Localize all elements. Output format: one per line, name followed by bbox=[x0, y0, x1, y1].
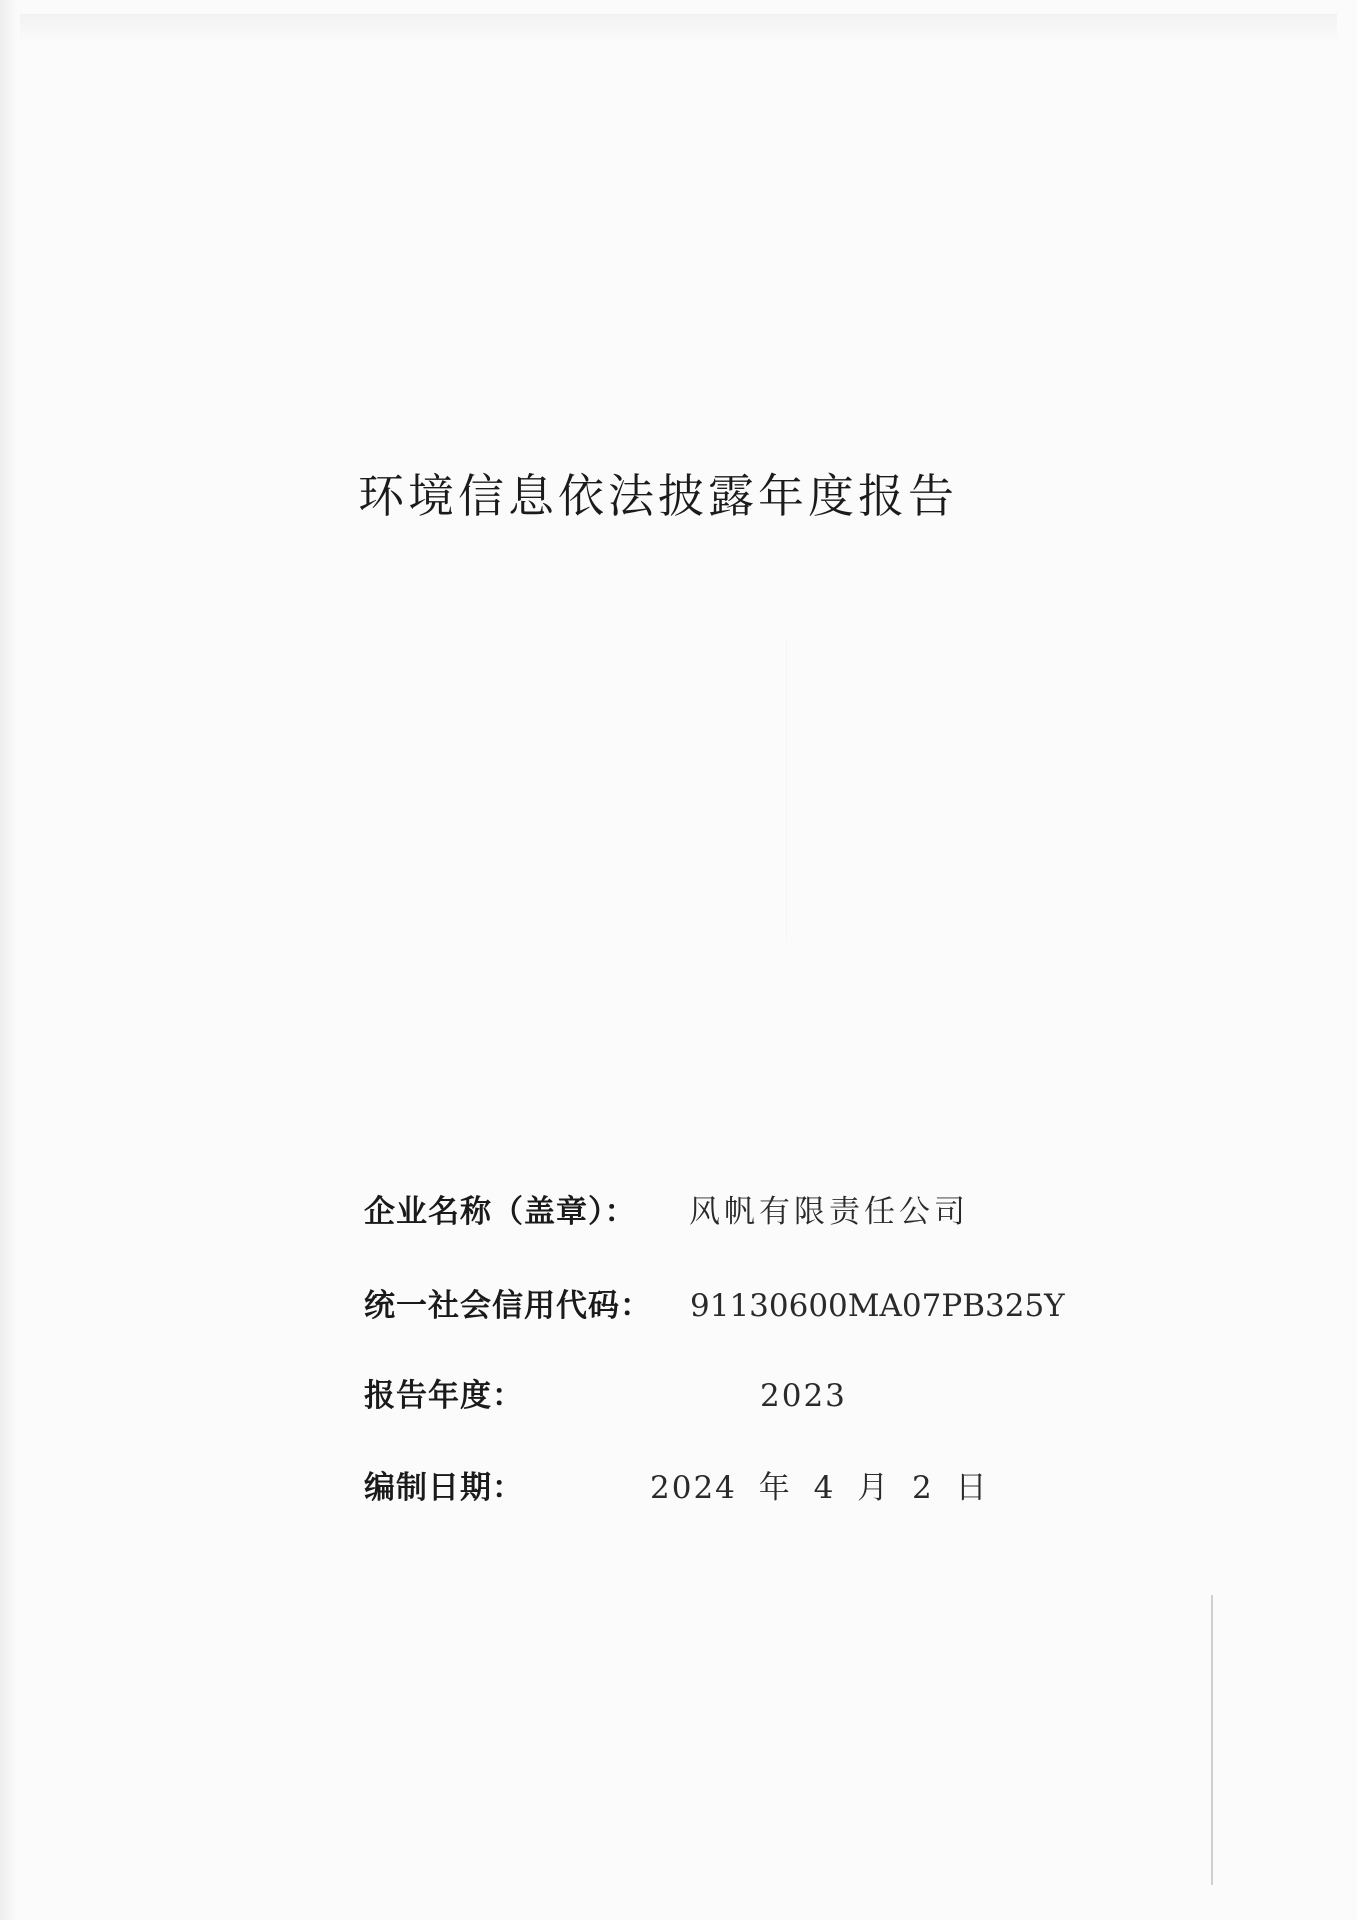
compile-date-value: 2024 年 4 月 2 日 bbox=[650, 1470, 989, 1506]
scan-shadow-top bbox=[20, 14, 1337, 44]
paper-fold-line bbox=[786, 640, 787, 940]
report-year-label: 报告年度： bbox=[364, 1378, 524, 1414]
report-year-value: 2023 bbox=[760, 1378, 847, 1414]
compile-date-label: 编制日期： bbox=[364, 1470, 524, 1506]
company-name-value: 风帆有限责任公司 bbox=[689, 1194, 969, 1230]
company-name-label: 企业名称（盖章）： bbox=[364, 1194, 637, 1230]
credit-code-value: 91130600MA07PB325Y bbox=[690, 1288, 1065, 1324]
scan-shadow-left bbox=[0, 0, 18, 1920]
report-title: 环境信息依法披露年度报告 bbox=[358, 469, 958, 523]
credit-code-label: 统一社会信用代码： bbox=[364, 1288, 652, 1324]
scan-margin-line bbox=[1211, 1595, 1213, 1885]
